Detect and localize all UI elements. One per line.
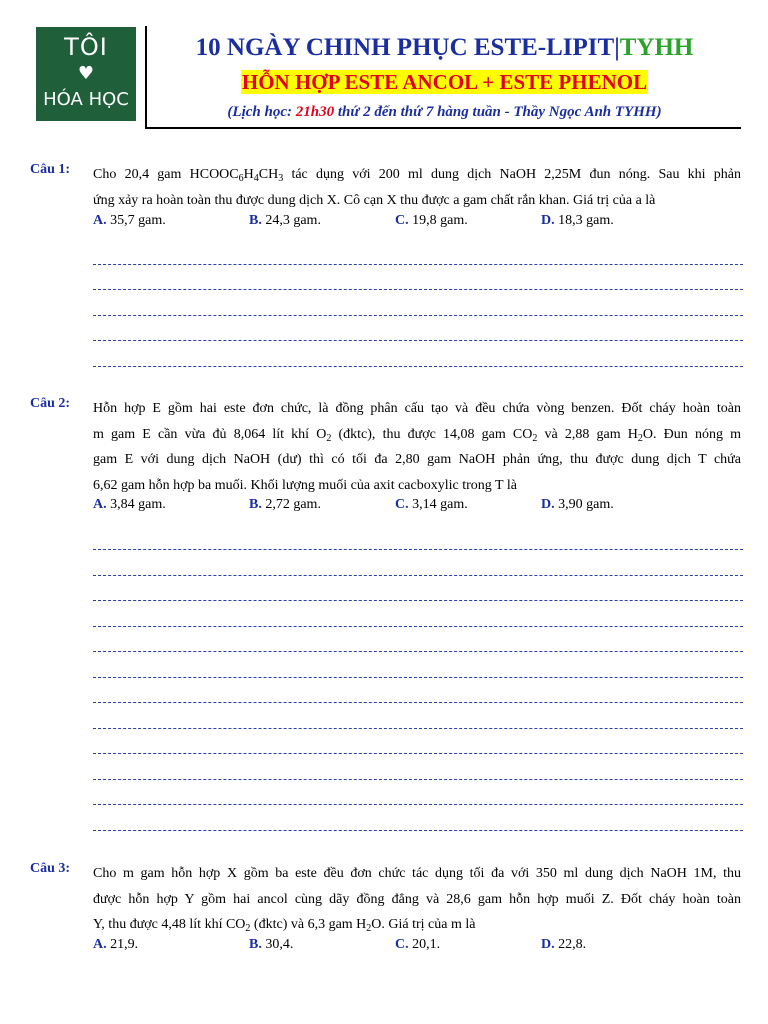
answer-letter: B. (249, 213, 262, 228)
answer-option[interactable] (249, 937, 293, 953)
answer-writing-line (93, 289, 743, 290)
header-vertical-divider (145, 26, 147, 128)
answer-option[interactable] (541, 213, 614, 229)
answer-writing-line (93, 702, 743, 703)
answer-option[interactable] (395, 937, 440, 953)
class-schedule (148, 104, 741, 121)
answer-writing-line (93, 677, 743, 678)
question-text (93, 396, 741, 498)
answer-text: 3,14 gam. (408, 497, 468, 512)
answer-text: 20,1. (408, 937, 441, 952)
logo-line-2: HÓA HỌC (43, 89, 129, 110)
answer-text: 18,3 gam. (554, 213, 614, 228)
subscript: 2 (637, 432, 643, 444)
question-line (93, 162, 741, 188)
header-horizontal-divider (145, 127, 741, 129)
answer-writing-line (93, 728, 743, 729)
answer-option[interactable] (395, 213, 468, 229)
text-run: m gam E cần vừa đủ 8,064 lít khí O (93, 426, 327, 442)
schedule-time: 21h30 (295, 104, 335, 120)
answer-text: 21,9. (106, 937, 139, 952)
answer-text: 22,8. (554, 937, 587, 952)
question-line (93, 861, 741, 887)
text-run: được hỗn hợp Y gồm hai ancol cùng dãy đồng đẳng và 28,6 gam hỗn hợp muối Z. Đốt cháy hoàn toàn (93, 891, 741, 907)
answer-letter: D. (541, 497, 555, 512)
answer-option[interactable] (249, 213, 321, 229)
answer-text: 3,90 gam. (554, 497, 614, 512)
schedule-suffix: thứ 2 đến thứ 7 hàng tuần - Thầy Ngọc Anh TYHH) (334, 104, 662, 120)
answer-writing-line (93, 626, 743, 627)
answer-letter: A. (93, 213, 107, 228)
text-run: Y, thu được 4,48 lít khí CO (93, 917, 246, 932)
text-run: và 2,88 gam H (537, 426, 638, 442)
text-run: H (243, 167, 254, 182)
question-line (93, 447, 741, 473)
question-line (93, 396, 741, 422)
question-line (93, 422, 741, 448)
answer-option[interactable] (541, 937, 586, 953)
answer-text: 30,4. (261, 937, 294, 952)
question-line (93, 912, 741, 938)
page-subtitle (148, 70, 741, 95)
answer-option[interactable] (249, 497, 321, 513)
answer-writing-line (93, 830, 743, 831)
answer-letter: A. (93, 497, 107, 512)
question-label: Câu 3: (30, 861, 71, 876)
answer-writing-line (93, 315, 743, 316)
subscript: 2 (366, 923, 372, 934)
answer-option[interactable] (395, 497, 468, 513)
answer-text: 24,3 gam. (261, 213, 321, 228)
question-text (93, 861, 741, 938)
subscript: 4 (253, 173, 259, 184)
answer-option[interactable] (541, 497, 614, 513)
page-subtitle-text: HỖN HỢP ESTE ANCOL + ESTE PHENOL (241, 70, 648, 94)
subscript: 2 (245, 923, 251, 934)
text-run: (đktc), thu được 14,08 gam CO (331, 426, 533, 442)
logo-line-1: TÔI (64, 33, 108, 61)
text-run: O. Giá trị của m là (371, 917, 476, 932)
answer-letter: D. (541, 213, 555, 228)
text-run: ứng xảy ra hoàn toàn thu được dung dịch X. Cô cạn X thu được a gam chất rắn khan. Giá trị của a là (93, 192, 656, 208)
answer-text: 19,8 gam. (408, 213, 468, 228)
toi-hoa-hoc-logo (36, 27, 136, 121)
question-line (93, 188, 741, 214)
answer-writing-line (93, 264, 743, 265)
question-line (93, 887, 741, 913)
answer-writing-line (93, 651, 743, 652)
question-label: Câu 2: (30, 396, 71, 411)
schedule-prefix: (Lịch học: (227, 104, 296, 120)
text-run: 6,62 gam hỗn hợp ba muối. Khối lượng muối của axit cacboxylic trong T là (93, 477, 517, 493)
question-line (93, 473, 741, 499)
page-title-brand: TYHH (619, 34, 694, 61)
subscript: 2 (532, 432, 538, 444)
subscript: 3 (278, 173, 284, 184)
text-run: (đktc) và 6,3 gam H (250, 917, 367, 932)
answer-option[interactable] (93, 937, 138, 953)
answer-writing-line (93, 549, 743, 550)
text-run: Cho m gam hỗn hợp X gồm ba este đều đơn chức tác dụng tối đa với 350 ml dung dịch NaOH 1M, thu (93, 866, 741, 881)
answer-letter: A. (93, 937, 107, 952)
answer-text: 2,72 gam. (261, 497, 321, 512)
page-title (148, 34, 741, 62)
answer-writing-line (93, 340, 743, 341)
answer-writing-line (93, 366, 743, 367)
question-label: Câu 1: (30, 162, 71, 177)
answer-text: 35,7 gam. (106, 213, 166, 228)
answer-writing-line (93, 804, 743, 805)
answer-letter: B. (249, 937, 262, 952)
text-run: CH (258, 167, 279, 182)
answer-writing-line (93, 575, 743, 576)
subscript: 2 (326, 432, 332, 444)
answer-option[interactable] (93, 213, 166, 229)
answer-letter: C. (395, 937, 409, 952)
text-run: Cho 20,4 gam HCOOC (93, 167, 239, 182)
answer-writing-line (93, 753, 743, 754)
question-text (93, 162, 741, 213)
answer-letter: D. (541, 937, 555, 952)
text-run: tác dụng với 200 ml dung dịch NaOH 2,25M đun nóng. Sau khi phản (283, 167, 741, 182)
answer-option[interactable] (93, 497, 166, 513)
heart-icon: ♥ (77, 63, 95, 84)
text-run: gam E với dung dịch NaOH (dư) thì có tối đa 2,80 gam NaOH phản ứng, thu được dung dịch T chứa (93, 452, 741, 467)
subscript: 6 (238, 173, 244, 184)
answer-writing-line (93, 779, 743, 780)
text-run: O. Đun nóng m (642, 426, 741, 442)
answer-letter: B. (249, 497, 262, 512)
answer-writing-line (93, 600, 743, 601)
answer-letter: C. (395, 497, 409, 512)
page-title-main: 10 NGÀY CHINH PHỤC ESTE-LIPIT| (195, 34, 620, 61)
text-run: Hỗn hợp E gồm hai este đơn chức, là đồng phân cấu tạo và đều chứa vòng benzen. Đốt cháy hoàn toàn (93, 401, 741, 416)
answer-text: 3,84 gam. (106, 497, 166, 512)
answer-letter: C. (395, 213, 409, 228)
